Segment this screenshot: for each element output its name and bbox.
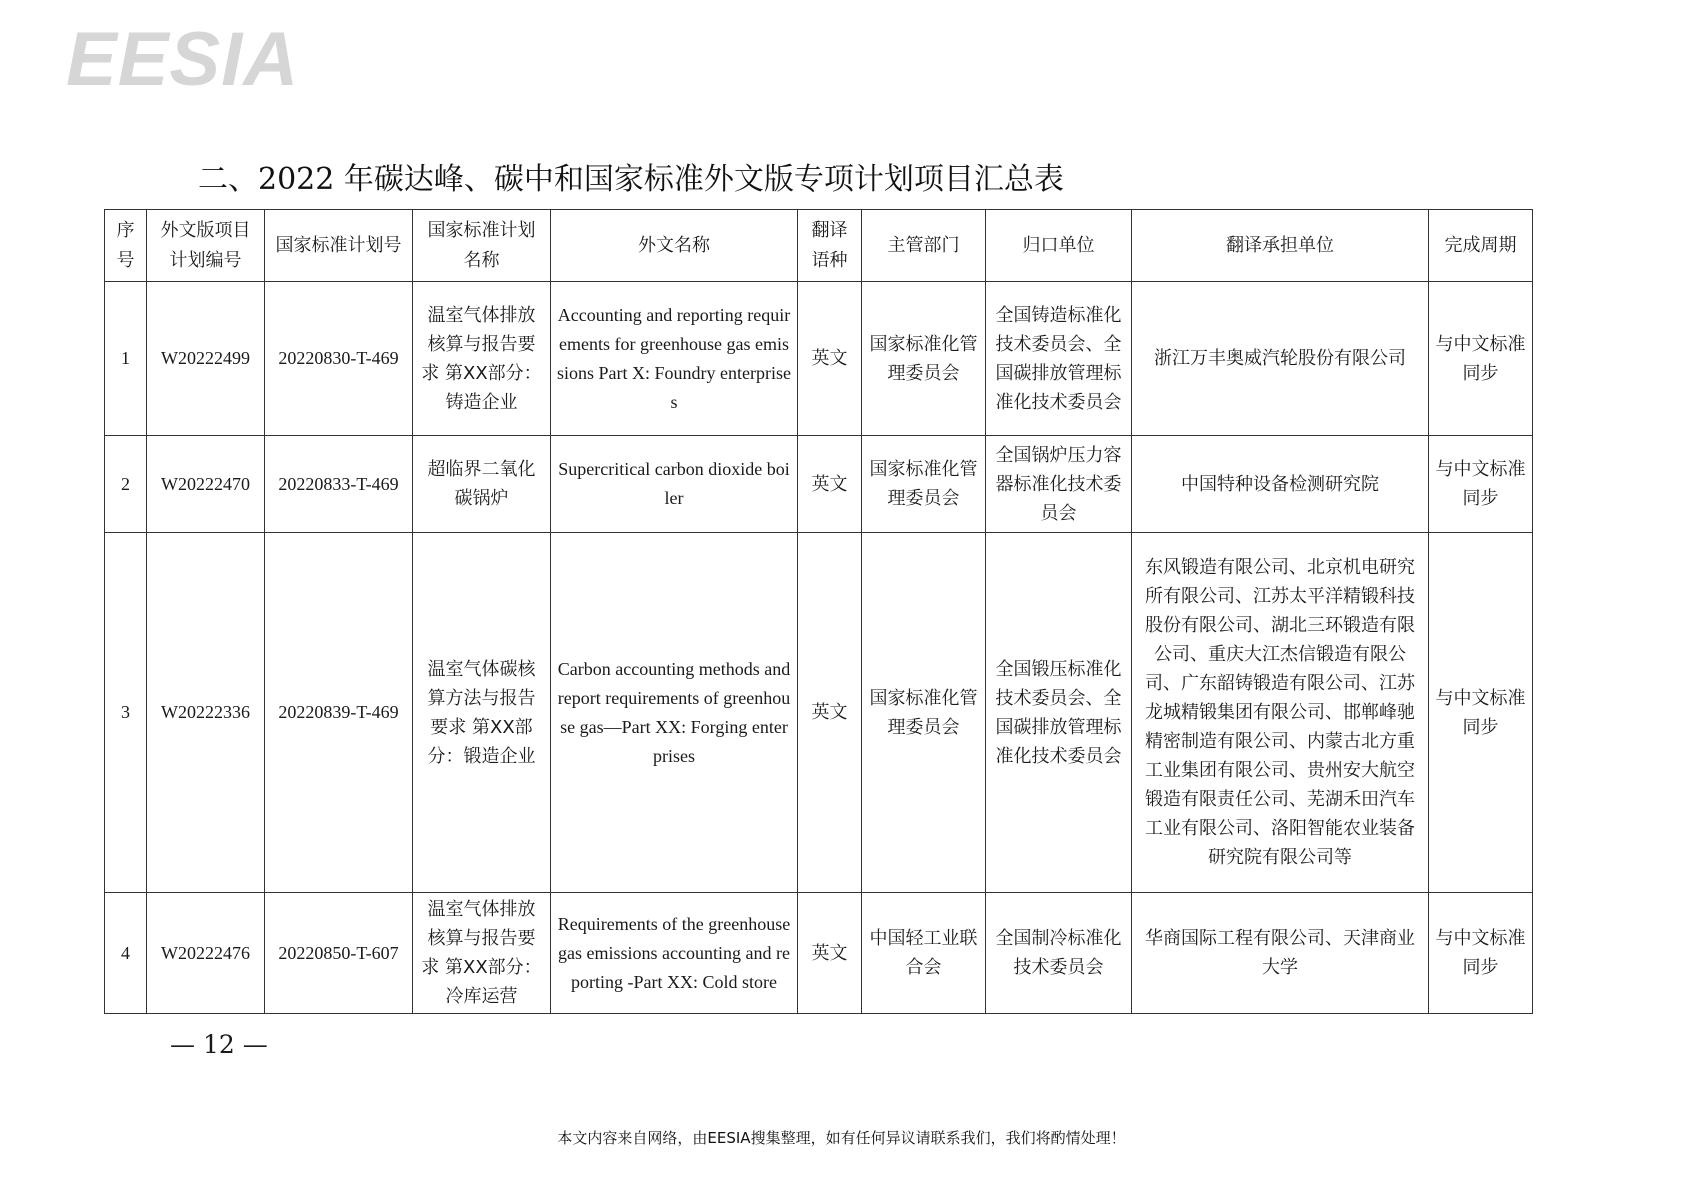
cell-dept: 国家标准化管理委员会 — [862, 282, 986, 436]
cell-period: 与中文标准同步 — [1429, 893, 1533, 1014]
page-number: — 12 — — [170, 1030, 268, 1059]
header-seq: 序号 — [105, 210, 147, 282]
cell-national-plan-no: 20220830-T-469 — [265, 282, 413, 436]
cell-translator: 华商国际工程有限公司、天津商业大学 — [1132, 893, 1429, 1014]
cell-seq: 4 — [105, 893, 147, 1014]
cell-owner: 全国铸造标准化技术委员会、全国碳排放管理标准化技术委员会 — [986, 282, 1132, 436]
cell-national-plan-name: 温室气体碳核算方法与报告要求 第XX部分：锻造企业 — [413, 533, 551, 893]
cell-foreign-plan-no: W20222336 — [147, 533, 265, 893]
page-title: 二、2022 年碳达峰、碳中和国家标准外文版专项计划项目汇总表 — [198, 162, 1064, 197]
cell-language: 英文 — [798, 282, 862, 436]
header-foreign-name: 外文名称 — [551, 210, 798, 282]
cell-foreign-name: Requirements of the greenhouse gas emissions accounting and reporting -Part XX: Cold store — [551, 893, 798, 1014]
cell-seq: 3 — [105, 533, 147, 893]
cell-language: 英文 — [798, 436, 862, 533]
header-owner: 归口单位 — [986, 210, 1132, 282]
header-period: 完成周期 — [1429, 210, 1533, 282]
cell-seq: 2 — [105, 436, 147, 533]
cell-owner: 全国锅炉压力容器标准化技术委员会 — [986, 436, 1132, 533]
cell-owner: 全国制冷标准化技术委员会 — [986, 893, 1132, 1014]
table-row — [105, 282, 1533, 436]
cell-national-plan-name: 温室气体排放核算与报告要求 第XX部分：冷库运营 — [413, 893, 551, 1014]
cell-translator: 中国特种设备检测研究院 — [1132, 436, 1429, 533]
cell-national-plan-name: 超临界二氧化碳锅炉 — [413, 436, 551, 533]
footer-note: 本文内容来自网络，由EESIA搜集整理，如有任何异议请联系我们，我们将酌情处理！ — [557, 1129, 1126, 1147]
cell-foreign-plan-no: W20222470 — [147, 436, 265, 533]
header-dept: 主管部门 — [862, 210, 986, 282]
table-row — [105, 893, 1533, 1014]
cell-foreign-plan-no: W20222499 — [147, 282, 265, 436]
table-header-row — [105, 210, 1533, 282]
header-translator: 翻译承担单位 — [1132, 210, 1429, 282]
cell-period: 与中文标准同步 — [1429, 436, 1533, 533]
cell-foreign-name: Supercritical carbon dioxide boiler — [551, 436, 798, 533]
cell-national-plan-no: 20220850-T-607 — [265, 893, 413, 1014]
cell-translator: 东风锻造有限公司、北京机电研究所有限公司、江苏太平洋精锻科技股份有限公司、湖北三环锻造有限公司、重庆大江杰信锻造有限公司、广东韶铸锻造有限公司、江苏龙城精锻集团有限公司、邯郸峰驰精密制造有限公司、内蒙古北方重工业集团有限公司、贵州安大航空锻造有限责任公司、芜湖禾田汽车工业有限公司、洛阳智能农业装备研究院有限公司等 — [1132, 533, 1429, 893]
table-row — [105, 533, 1533, 893]
cell-period: 与中文标准同步 — [1429, 533, 1533, 893]
cell-foreign-name: Accounting and reporting requirements for greenhouse gas emissions Part X: Foundry enterprises — [551, 282, 798, 436]
table-row — [105, 436, 1533, 533]
cell-dept: 国家标准化管理委员会 — [862, 533, 986, 893]
cell-national-plan-no: 20220833-T-469 — [265, 436, 413, 533]
cell-period: 与中文标准同步 — [1429, 282, 1533, 436]
cell-national-plan-no: 20220839-T-469 — [265, 533, 413, 893]
header-national-plan-name: 国家标准计划名称 — [413, 210, 551, 282]
cell-national-plan-name: 温室气体排放核算与报告要求 第XX部分：铸造企业 — [413, 282, 551, 436]
project-summary-table — [104, 209, 1533, 1014]
eesia-logo: EESIA — [66, 17, 300, 102]
cell-language: 英文 — [798, 893, 862, 1014]
cell-dept: 国家标准化管理委员会 — [862, 436, 986, 533]
header-foreign-plan-no: 外文版项目计划编号 — [147, 210, 265, 282]
cell-translator: 浙江万丰奥威汽轮股份有限公司 — [1132, 282, 1429, 436]
cell-dept: 中国轻工业联合会 — [862, 893, 986, 1014]
cell-foreign-plan-no: W20222476 — [147, 893, 265, 1014]
header-national-plan-no: 国家标准计划号 — [265, 210, 413, 282]
header-language: 翻译语种 — [798, 210, 862, 282]
cell-foreign-name: Carbon accounting methods and report requirements of greenhouse gas—Part XX: Forging enterprises — [551, 533, 798, 893]
cell-owner: 全国锻压标准化技术委员会、全国碳排放管理标准化技术委员会 — [986, 533, 1132, 893]
cell-language: 英文 — [798, 533, 862, 893]
cell-seq: 1 — [105, 282, 147, 436]
